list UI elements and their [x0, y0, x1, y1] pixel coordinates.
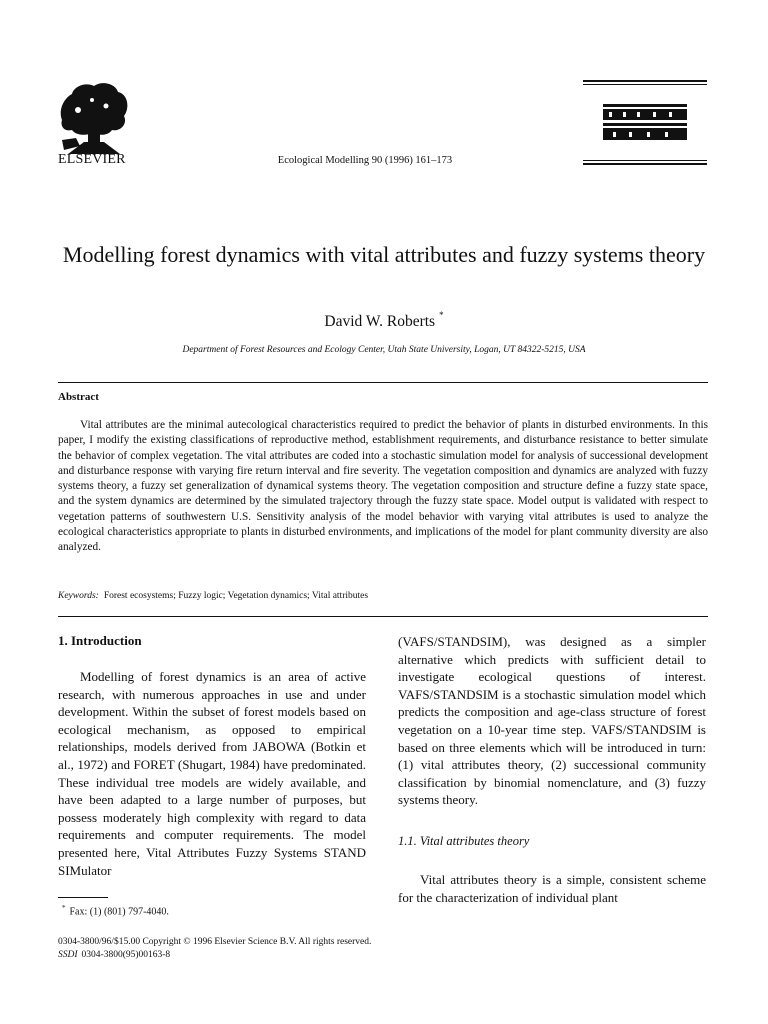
article-title: Modelling forest dynamics with vital attributes and fuzzy systems theory — [62, 242, 706, 267]
author-footnote-mark: * — [439, 310, 444, 320]
abstract-text: Vital attributes are the minimal autecological characteristics required to predict the behavior of plants in disturbed environments. In this paper, I modify the existing classifications of reproductive method, establishment requirements, and disturbance resistance to better simulate the behavior of complex vegetation. The vital attributes are coded into a stochastic simulation model for analysis of successional development and disturbance response with varying fire return interval and fire severity. The vegetation composition and dynamics are analyzed with fuzzy systems theory, a fuzzy set generalization of dynamical systems theory. The vegetation composition and structure define a fuzzy state space, and the system dynamics are determined by the simulated trajectory through the fuzzy state space. Model output is validated with respect to vegetation patterns of southwestern U.S. Sensitivity analysis of the model behavior with varying vital attributes is used to analyze the ecological characteristics appropriate to plants in disturbed environments, and implications of the model for plant community diversity are also analyzed. — [58, 419, 708, 554]
ssdi-code: 0304-3800(95)00163-8 — [81, 950, 171, 960]
keywords-label: Keywords: — [58, 591, 99, 601]
subsection-paragraph: Vital attributes theory is a simple, consistent scheme for the characterization of individual plant — [398, 871, 706, 905]
footnote — [62, 904, 169, 917]
journal-reference: Ecological Modelling 90 (1996) 161–173 — [277, 155, 453, 166]
subsection-heading: 1.1. Vital attributes theory — [398, 833, 530, 848]
right-column — [398, 633, 706, 906]
intro-paragraph-continued: (VAFS/STANDSIM), was designed as a simpler alternative which predicts with sufficient detail to investigate ecological questions of interest. VAFS/STANDSIM is a stochastic simulation model which predicts the composition and age-class structure of forest vegetation on a 10-year time step. VAFS/STANDSIM is based on three elements which will be introduced in turn: (1) vital attributes theory, (2) successional community classification by binomial nomenclature, and (3) fuzzy systems theory. — [398, 634, 706, 808]
header-rule — [583, 84, 707, 85]
abstract-heading: Abstract — [58, 391, 99, 403]
footnote-rule — [58, 897, 108, 898]
header-rule — [583, 80, 707, 82]
ssdi-line — [58, 950, 170, 960]
intro-paragraph: Modelling of forest dynamics is an area of active research, with numerous approaches in use and under development. Within the subset of forest models based on ecological mechanism, as opposed to empirical relationships, models derived from JABOWA (Botkin et al., 1972) and FORET (Shugart, 1984) have predominated. These individual tree models are widely available, and have been adapted to a large number of purposes, but possess moderately high complexity with regard to data requirements and computer requirements. The model presented here, Vital Attributes Fuzzy Systems STAND SIMulator — [58, 669, 366, 878]
header-rule — [583, 163, 707, 165]
keywords-line — [58, 591, 368, 601]
journal-logo — [603, 104, 687, 144]
author-line — [0, 310, 768, 331]
abstract-top-rule — [58, 382, 708, 383]
keywords-list: Forest ecosystems; Fuzzy logic; Vegetation dynamics; Vital attributes — [103, 591, 369, 601]
footnote-mark: * — [62, 904, 66, 912]
elsevier-tree-icon — [58, 80, 130, 154]
author-name: David W. Roberts — [324, 313, 436, 330]
ssdi-label: SSDI — [58, 950, 78, 960]
copyright-line: 0304-3800/96/$15.00 Copyright © 1996 Elsevier Science B.V. All rights reserved. — [58, 937, 372, 947]
left-column — [58, 633, 366, 879]
author-affiliation: Department of Forest Resources and Ecology Center, Utah State University, Logan, UT 84322-5215, USA — [182, 345, 586, 355]
publisher-wordmark: ELSEVIER — [58, 152, 126, 167]
header-rule — [583, 160, 707, 161]
abstract-bottom-rule — [58, 616, 708, 617]
footnote-text: Fax: (1) (801) 797-4040. — [69, 906, 169, 918]
section-heading: 1. Introduction — [58, 633, 142, 648]
